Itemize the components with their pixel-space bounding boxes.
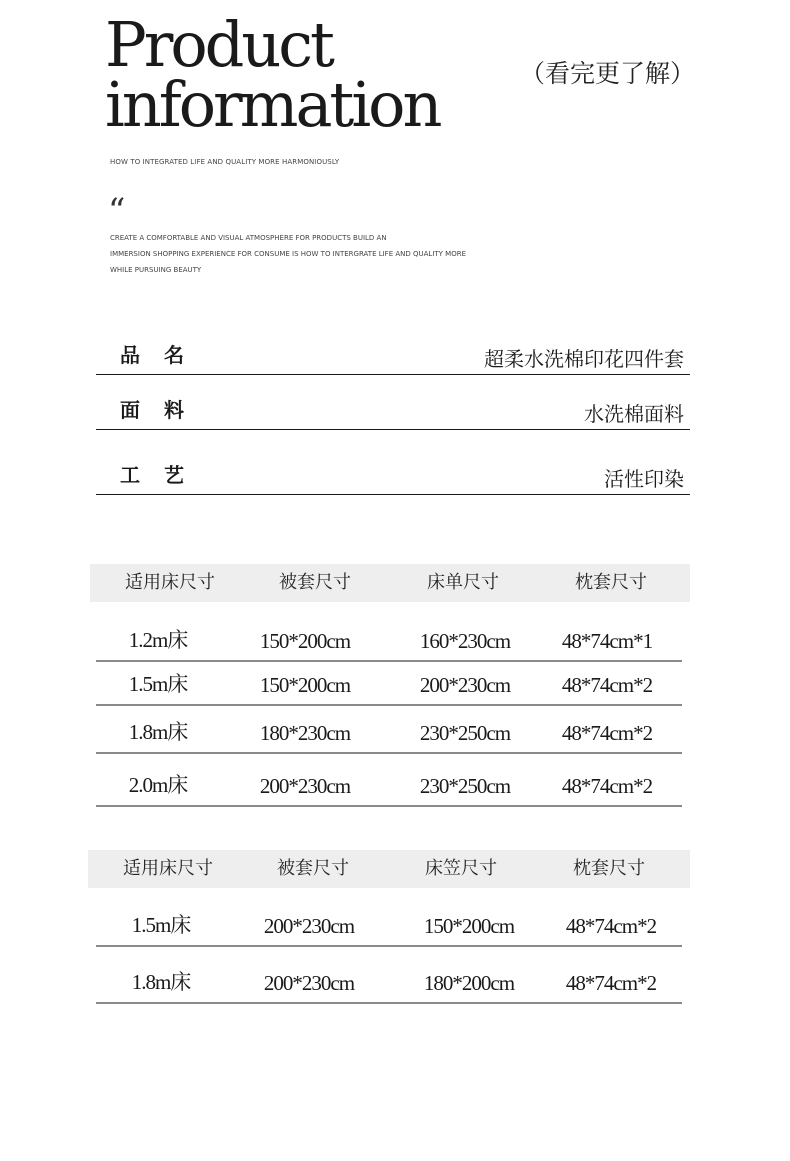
- info-value: 水洗棉面料: [584, 402, 684, 426]
- cell-duvet-size: 150*200cm: [259, 629, 351, 653]
- cell-bed-size: 1.2m床: [128, 628, 188, 652]
- cell-sheet-size: 230*250cm: [419, 774, 511, 798]
- size-table-header: [90, 564, 690, 602]
- description: [110, 230, 510, 278]
- header-bed-size: 适用床尺寸: [125, 572, 215, 593]
- title-line-information: information: [105, 68, 440, 141]
- read-more-note: （看完更了解）: [520, 59, 696, 88]
- header-duvet-size: 被套尺寸: [279, 572, 351, 593]
- header-bed-size: 适用床尺寸: [123, 858, 213, 879]
- cell-sheet-size: 200*230cm: [419, 673, 511, 697]
- info-value: 活性印染: [604, 467, 684, 491]
- cell-pillowcase-size: 48*74cm*2: [561, 673, 653, 697]
- description-line: IMMERSION SHOPPING EXPERIENCE FOR CONSUME IS HOW TO INTERGRATE LIFE AND QUALITY MORE: [110, 250, 466, 258]
- cell-pillowcase-size: 48*74cm*2: [561, 721, 653, 745]
- cell-duvet-size: 200*230cm: [263, 914, 355, 938]
- tagline: HOW TO INTEGRATED LIFE AND QUALITY MORE HARMONIOUSLY: [110, 158, 340, 166]
- description-line: CREATE A COMFORTABLE AND VISUAL ATMOSPHERE FOR PRODUCTS BUILD AN: [110, 234, 387, 242]
- cell-bed-size: 1.8m床: [131, 970, 191, 994]
- info-row-name: [96, 336, 690, 375]
- cell-bed-size: 2.0m床: [128, 773, 188, 797]
- cell-duvet-size: 200*230cm: [259, 774, 351, 798]
- cell-bed-size: 1.5m床: [131, 913, 191, 937]
- fitted-table-header: [88, 850, 690, 888]
- title-line-product: Product: [105, 8, 332, 81]
- table-row: [96, 662, 682, 706]
- header-pillowcase-size: 枕套尺寸: [573, 858, 645, 879]
- info-label: 品名: [120, 343, 208, 367]
- info-row-fabric: [96, 391, 690, 430]
- info-label: 面料: [120, 398, 208, 422]
- header-duvet-size: 被套尺寸: [277, 858, 349, 879]
- table-row: [96, 754, 682, 807]
- header-fitted-sheet-size: 床笠尺寸: [425, 858, 497, 879]
- table-row: [96, 896, 682, 947]
- table-row: [96, 706, 682, 754]
- cell-bed-size: 1.8m床: [128, 720, 188, 744]
- header-pillowcase-size: 枕套尺寸: [575, 572, 647, 593]
- cell-duvet-size: 200*230cm: [263, 971, 355, 995]
- table-row: [96, 612, 682, 662]
- cell-pillowcase-size: 48*74cm*1: [561, 629, 653, 653]
- quote-mark-icon: “: [108, 191, 126, 231]
- table-row: [96, 947, 682, 1004]
- cell-pillowcase-size: 48*74cm*2: [565, 914, 657, 938]
- cell-pillowcase-size: 48*74cm*2: [565, 971, 657, 995]
- info-label: 工艺: [120, 463, 208, 487]
- cell-bed-size: 1.5m床: [128, 672, 188, 696]
- info-value: 超柔水洗棉印花四件套: [484, 347, 684, 371]
- cell-duvet-size: 180*230cm: [259, 721, 351, 745]
- cell-duvet-size: 150*200cm: [259, 673, 351, 697]
- info-row-craft: [96, 454, 690, 495]
- cell-sheet-size: 160*230cm: [419, 629, 511, 653]
- description-line: WHILE PURSUING BEAUTY: [110, 266, 202, 274]
- cell-pillowcase-size: 48*74cm*2: [561, 774, 653, 798]
- cell-fitted-sheet-size: 180*200cm: [423, 971, 515, 995]
- header-sheet-size: 床单尺寸: [427, 572, 499, 593]
- cell-fitted-sheet-size: 150*200cm: [423, 914, 515, 938]
- cell-sheet-size: 230*250cm: [419, 721, 511, 745]
